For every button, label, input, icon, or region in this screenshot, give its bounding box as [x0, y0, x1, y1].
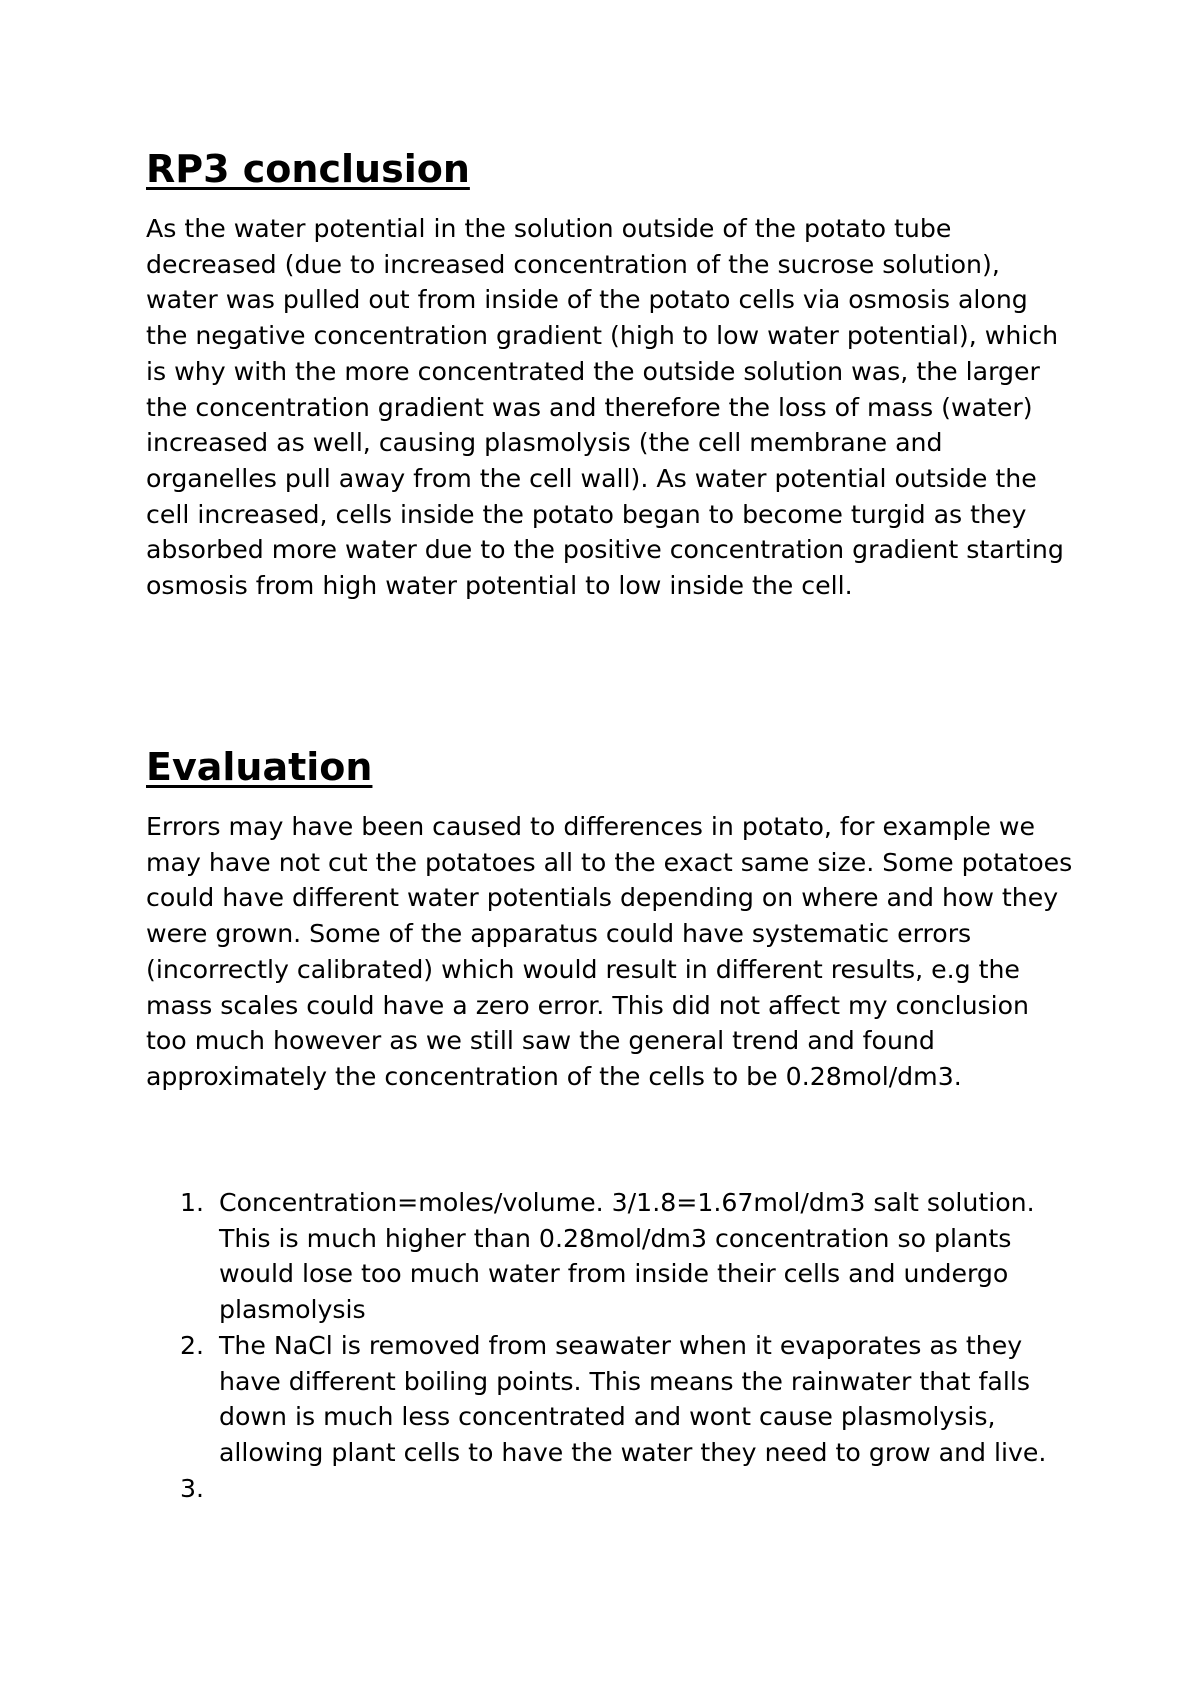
list-item-1: [146, 1185, 1076, 1328]
list-item-text: Concentration=moles/volume. 3/1.8=1.67mol/dm3 salt solution. This is much higher than 0.28mol/dm3 concentration so plants would lose too much water from inside their cells and undergo plasmolysis: [219, 1188, 1035, 1325]
section-heading-rp3-conclusion: RP3 conclusion: [146, 147, 470, 191]
conclusion-paragraph: As the water potential in the solution outside of the potato tube decreased (due to increased concentration of the sucrose solution), water was pulled out from inside of the potato cells via osmosis along the negative concentration gradient (high to low water potential), which is why with the more concentrated the outside solution was, the larger the concentration gradient was and therefore the loss of mass (water) increased as well, causing plasmolysis (the cell membrane and organelles pull away from the cell wall). As water potential outside the cell increased, cells inside the potato began to become turgid as they absorbed more water due to the positive concentration gradient starting osmosis from high water potential to low inside the cell.: [146, 214, 1064, 601]
list-item-number: 3.: [180, 1473, 205, 1503]
evaluation-paragraph: Errors may have been caused to differences in potato, for example we may have not cut the potatoes all to the exact same size. Some potatoes could have different water potentials depending on where and how they were grown. Some of the apparatus could have systematic errors (incorrectly calibrated) which would result in different results, e.g the mass scales could have a zero error. This did not affect my conclusion too much however as we still saw the general trend and found approximately the concentration of the cells to be 0.28mol/dm3.: [146, 812, 1073, 1091]
numbered-list: [146, 1185, 1076, 1506]
list-item-text: [219, 1474, 227, 1503]
list-item-3: [146, 1471, 1076, 1507]
list-item-text: The NaCl is removed from seawater when it evaporates as they have different boiling points. This means the rainwater that falls down is much less concentrated and wont cause plasmolysis, allowing plant cells to have the water they need to grow and live.: [219, 1330, 1047, 1467]
section-heading-evaluation: Evaluation: [146, 745, 373, 789]
list-item-number: 1.: [180, 1188, 205, 1217]
list-item-2: [146, 1328, 1076, 1471]
list-item-number: 2.: [180, 1330, 205, 1360]
